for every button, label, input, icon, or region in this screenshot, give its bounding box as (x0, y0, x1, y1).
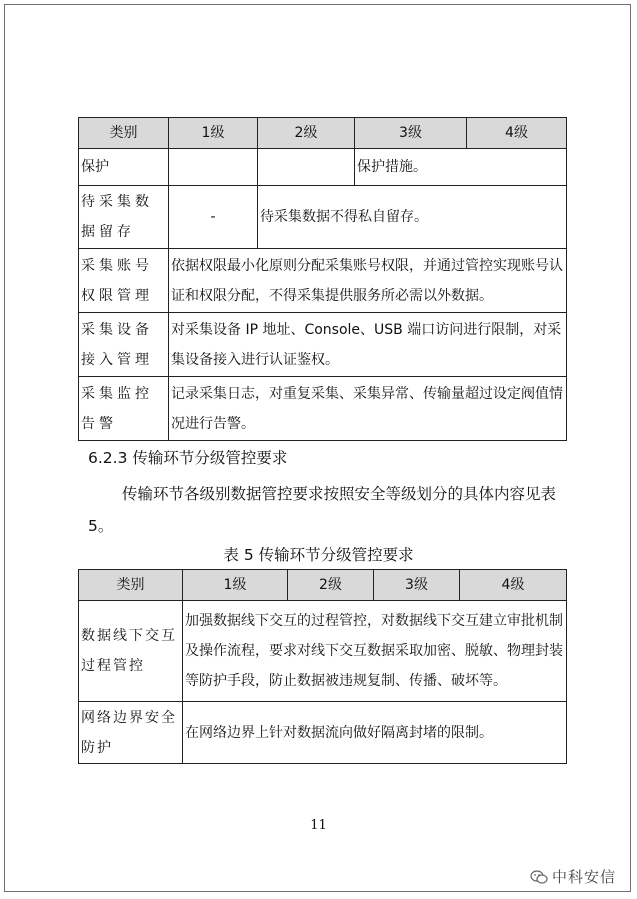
cell-all-levels: 记录采集日志，对重复采集、采集异常、传输量超过设定阀值情况进行告警。 (169, 377, 567, 441)
table-row (79, 186, 567, 249)
table-header-row (79, 570, 567, 601)
row-category: 采集监控告警 (79, 377, 169, 441)
table-header-row (79, 118, 567, 149)
row-category: 待采集数据留存 (79, 186, 169, 249)
cell-all-levels: 对采集设备 IP 地址、Console、USB 端口访问进行限制，对采集设备接入进行认证鉴权。 (169, 313, 567, 377)
watermark (530, 866, 616, 887)
wechat-icon (530, 870, 548, 884)
header-category: 类别 (79, 118, 169, 149)
table-row (79, 149, 567, 186)
cell-level-1 (169, 149, 258, 186)
row-category: 数据线下交互过程管控 (79, 601, 183, 702)
row-category: 保护 (79, 149, 169, 186)
table-row (79, 249, 567, 313)
cell-all-levels: 依据权限最小化原则分配采集账号权限，并通过管控实现账号认证和权限分配，不得采集提供服务所必需以外数据。 (169, 249, 567, 313)
section-heading: 6.2.3 传输环节分级管控要求 (88, 449, 288, 467)
table-caption: 表 5 传输环节分级管控要求 (223, 546, 414, 564)
body-paragraph: 传输环节各级别数据管控要求按照安全等级划分的具体内容见表 5。 (88, 485, 557, 535)
table-row (79, 377, 567, 441)
header-level-1: 1级 (183, 570, 288, 601)
header-level-3: 3级 (355, 118, 467, 149)
header-level-4: 4级 (460, 570, 567, 601)
row-category: 采集账号权限管理 (79, 249, 169, 313)
header-level-1: 1级 (169, 118, 258, 149)
header-category: 类别 (79, 570, 183, 601)
header-level-3: 3级 (374, 570, 460, 601)
cell-level-3-4: 保护措施。 (355, 149, 567, 186)
cell-all-levels: 加强数据线下交互的过程管控，对数据线下交互建立审批机制及操作流程，要求对线下交互数据采取加密、脱敏、物理封装等防护手段，防止数据被违规复制、传播、破坏等。 (183, 601, 567, 702)
row-category: 网络边界安全防护 (79, 702, 183, 764)
header-level-4: 4级 (467, 118, 567, 149)
table-row (79, 313, 567, 377)
cell-all-levels: 在网络边界上针对数据流向做好隔离封堵的限制。 (183, 702, 567, 764)
cell-level-2-4: 待采集数据不得私自留存。 (258, 186, 567, 249)
table-transmission-controls (78, 569, 567, 764)
row-category: 采集设备接入管理 (79, 313, 169, 377)
cell-level-2 (258, 149, 355, 186)
table-collection-controls (78, 117, 567, 441)
page-number: 11 (310, 818, 327, 833)
cell-level-1: - (169, 186, 258, 249)
table-row (79, 702, 567, 764)
watermark-text: 中科安信 (552, 868, 617, 886)
header-level-2: 2级 (288, 570, 374, 601)
table-row (79, 601, 567, 702)
header-level-2: 2级 (258, 118, 355, 149)
